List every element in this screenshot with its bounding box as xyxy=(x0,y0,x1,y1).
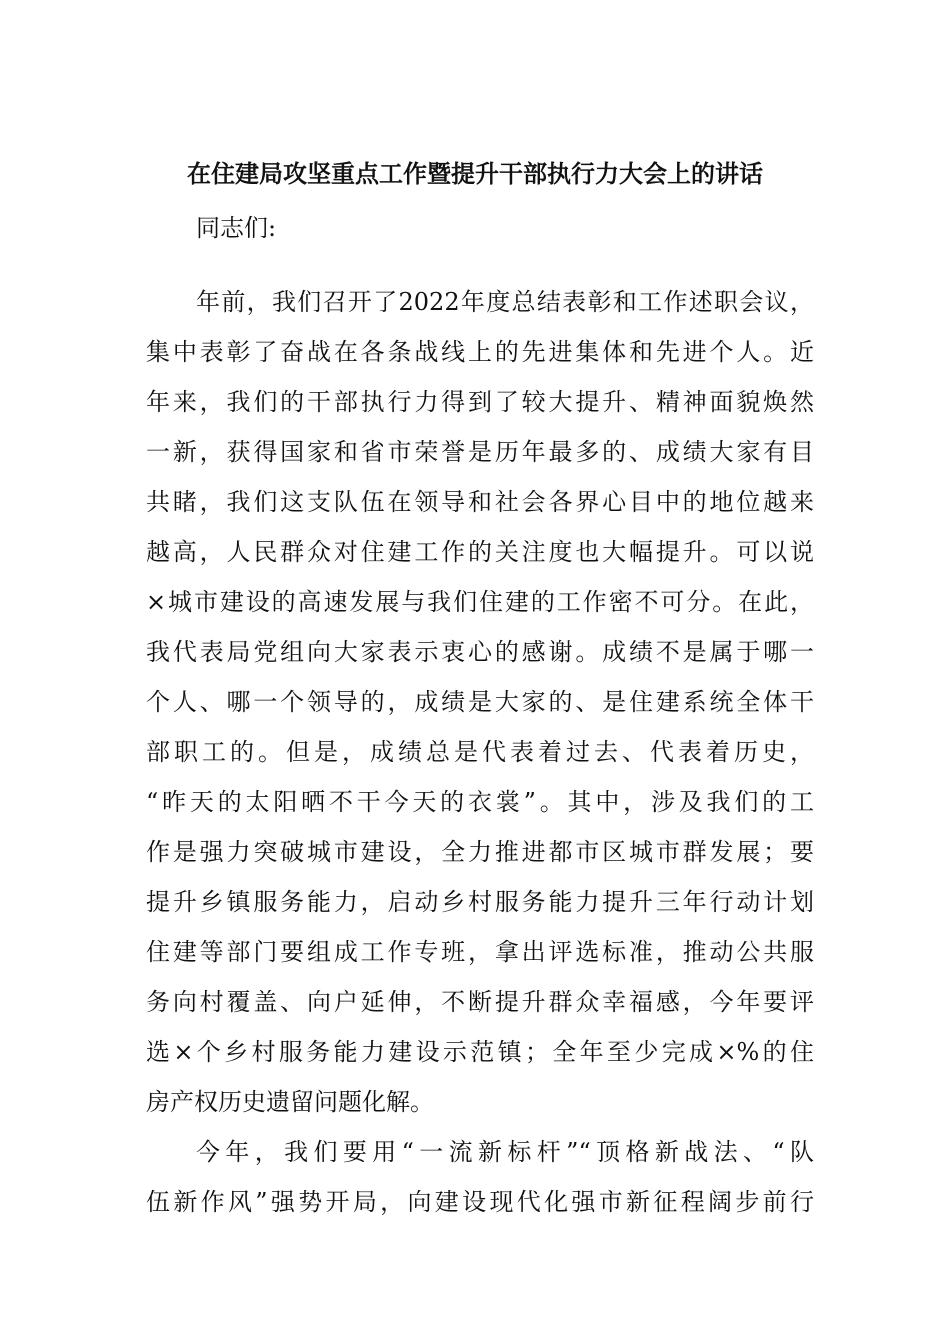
paragraph-2-line-2: 伍新作风”强势开局，向建设现代化强市新征程阔步前行 xyxy=(146,1188,814,1216)
paragraph-1-line-13: 提升乡镇服务能力，启动乡村服务能力提升三年行动计划 xyxy=(146,888,814,916)
salutation: 同志们: xyxy=(196,214,277,242)
paragraph-1-line-12: 作是强力突破城市建设，全力推进都市区城市群发展；要 xyxy=(146,838,814,866)
paragraph-1-line-9: 个人、哪一个领导的，成绩是大家的、是住建系统全体干 xyxy=(146,688,814,716)
paragraph-1-line-6: 越高，人民群众对住建工作的关注度也大幅提升。可以说 xyxy=(146,538,814,566)
paragraph-1-line-1: 年前，我们召开了2022年度总结表彰和工作述职会议， xyxy=(196,288,814,316)
paragraph-1-line-11: “昨天的太阳晒不干今天的衣裳”。其中，涉及我们的工 xyxy=(146,788,814,816)
paragraph-1-line-16: 选×个乡村服务能力建设示范镇；全年至少完成×%的住 xyxy=(146,1038,814,1066)
document-title: 在住建局攻坚重点工作暨提升干部执行力大会上的讲话 xyxy=(187,160,763,188)
paragraph-1-line-7: ×城市建设的高速发展与我们住建的工作密不可分。在此， xyxy=(146,588,814,616)
paragraph-1-line-10: 部职工的。但是，成绩总是代表着过去、代表着历史， xyxy=(146,738,814,766)
paragraph-1-line-2: 集中表彰了奋战在各条战线上的先进集体和先进个人。近 xyxy=(146,338,814,366)
paragraph-1-line-8: 我代表局党组向大家表示衷心的感谢。成绩不是属于哪一 xyxy=(146,638,814,666)
paragraph-1-line-14: 住建等部门要组成工作专班，拿出评选标准，推动公共服 xyxy=(146,938,814,966)
paragraph-2-line-1: 今年，我们要用“一流新标杆”“顶格新战法、“队 xyxy=(196,1138,814,1166)
paragraph-1-line-15: 务向村覆盖、向户延伸，不断提升群众幸福感，今年要评 xyxy=(146,988,814,1016)
paragraph-1-line-5: 共睹，我们这支队伍在领导和社会各界心目中的地位越来 xyxy=(146,488,814,516)
paragraph-1-line-17: 房产权历史遗留问题化解。 xyxy=(146,1088,434,1116)
paragraph-1-line-4: 一新，获得国家和省市荣誉是历年最多的、成绩大家有目 xyxy=(146,438,814,466)
paragraph-1-line-3: 年来，我们的干部执行力得到了较大提升、精神面貌焕然 xyxy=(146,388,814,416)
